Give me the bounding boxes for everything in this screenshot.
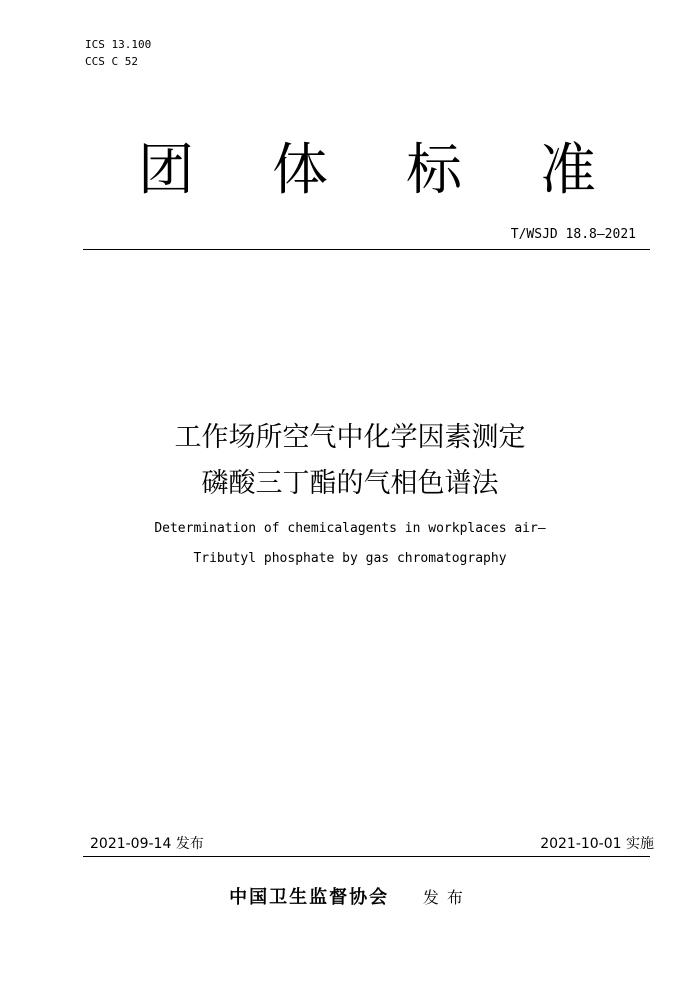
implementation-date: 2021-10-01 实施 <box>540 836 654 852</box>
top-divider <box>83 249 650 250</box>
category-char-1: 团 <box>138 138 194 203</box>
ics-code: ICS 13.100 <box>85 38 152 51</box>
classification-codes <box>85 36 151 70</box>
english-title-line-1: Determination of chemicalagents in workplaces air— <box>154 521 546 536</box>
ccs-code: CCS C 52 <box>85 55 138 68</box>
category-char-2: 体 <box>272 138 328 203</box>
chinese-title-line-1: 工作场所空气中化学因素测定 <box>174 422 526 453</box>
publisher-line <box>0 884 700 912</box>
issue-date: 2021-09-14 发布 <box>90 836 204 852</box>
category-char-3: 标 <box>406 138 462 203</box>
bottom-divider <box>83 856 650 857</box>
publisher-action: 发布 <box>422 888 471 907</box>
standard-category-title <box>82 136 642 206</box>
category-char-4: 准 <box>540 138 596 203</box>
standard-number: T/WSJD 18.8—2021 <box>510 227 636 242</box>
english-title-line-2: Tributyl phosphate by gas chromatography <box>193 551 507 566</box>
publisher-name: 中国卫生监督协会 <box>229 887 390 908</box>
chinese-title-line-2: 磷酸三丁酯的气相色谱法 <box>201 468 499 499</box>
